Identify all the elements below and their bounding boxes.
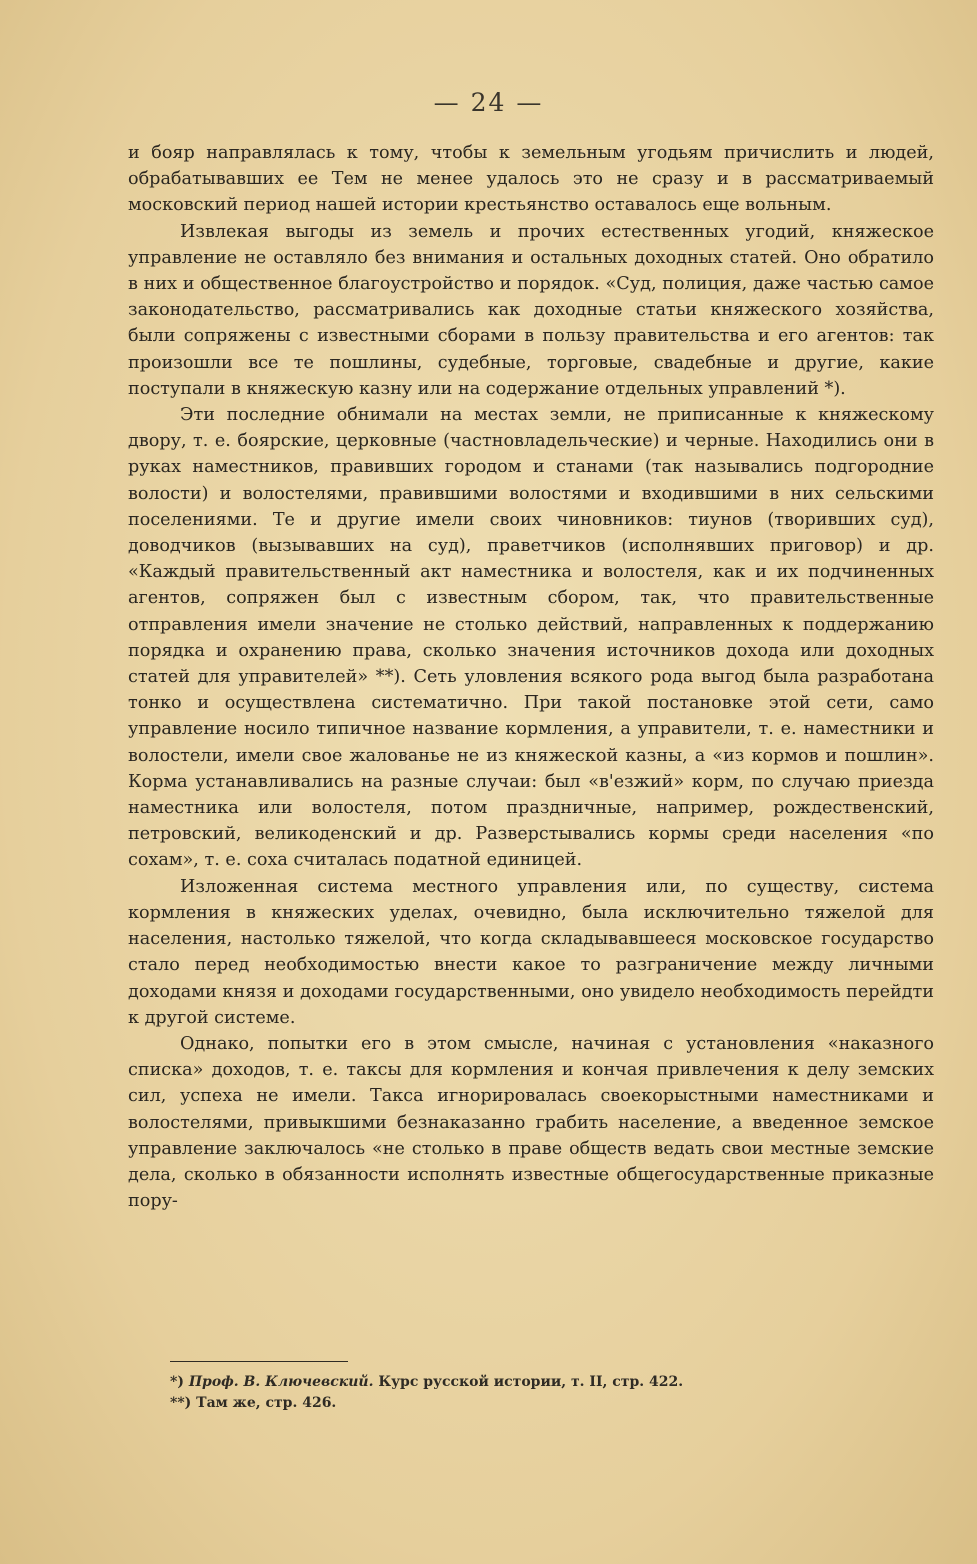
- footnote-mark: **): [170, 1395, 192, 1411]
- paragraph: Извлекая выгоды из земель и прочих естественных угодий, княжеское управление не оставляло без внимания и остальных доходных статей. Оно обратило в них и общественное благоустройство и порядок. «Суд, полиция, даже частью самое законодательство, рассматривались как доходные статьи княжеского хозяйства, были сопряжены с известными сборами в пользу правительства и его агентов: так произошли все те пошлины, судебные, торговые, свадебные и другие, какие поступали в княжескую казну или на содержание отдельных управлений *).: [128, 221, 934, 399]
- paragraph: Эти последние обнимали на местах земли, не приписанные к княжескому двору, т. е. боярские, церковные (частновладельческие) и черные. Находились они в руках наместников, правивших городом и станами (так назывались подгородние волости) и волостелями, правившими волостями и входившими в них сельскими поселениями. Те и другие имели своих чиновников: тиунов (творивших суд), доводчиков (вызывавших на суд), праветчиков (исполнявших приговор) и др. «Каждый правительственный акт наместника и волостеля, как и их подчиненных агентов, сопряжен был с известным сбором, так, что правительственные отправления имели значение не столько действий, направленных к поддержанию порядка и охранению права, сколько значения источников дохода или доходных статей для управителей» **). Сеть уловления всякого рода выгод была разработана тонко и осуществлена систематично. При такой постановке этой сети, само управление носило типичное название кормления, а управители, т. е. наместники и волостели, имели свое жалованье не из княжеской казны, а «из кормов и пошлин». Корма устанавливались на разные случаи: был «в'езжий» корм, по случаю приезда наместника или волостеля, потом праздничные, например, рождественский, петровский, великоденский и др. Разверстывались кормы среди населения «по сохам», т. е. соха считалась податной единицей.: [128, 405, 934, 871]
- footnote-text: Там же, стр. 426.: [196, 1395, 337, 1411]
- footnote-author: Проф. В. Ключевский.: [188, 1374, 374, 1390]
- paragraph: и бояр направлялась к тому, чтобы к земельным угодьям причислить и людей, обрабатывавших ее Тем не менее удалось это не сразу и в рассматриваемый московский период нашей истории крестьянство оставалось еще вольным.: [128, 143, 934, 216]
- footnote: [170, 1372, 870, 1393]
- paragraph: Изложенная система местного управления или, по существу, система кормления в княжеских уделах, очевидно, была исключительно тяжелой для населения, настолько тяжелой, что когда складывавшееся московское государство стало перед необходимостью внести какое то разграничение между личными доходами князя и доходами государственными, оно увидело необходимость перейдти к другой системе.: [128, 876, 934, 1028]
- footnote-text: Курс русской истории, т. II, стр. 422.: [378, 1374, 684, 1390]
- footnote: [170, 1393, 870, 1414]
- paragraph: Однако, попытки его в этом смысле, начиная с установления «наказного списка» доходов, т. е. таксы для кормления и кончая привлечения к делу земских сил, успеха не имели. Такса игнорировалась своекорыстными наместниками и волостелями, привыкшими безнаказанно грабить население, а введенное земское управление заключалось «не столько в праве обществ ведать свои местные земские дела, сколько в обязанности исполнять известные общегосударственные приказные пору-: [128, 1033, 934, 1212]
- footnote-mark: *): [170, 1374, 184, 1390]
- page-number: — 24 —: [433, 88, 544, 117]
- footnotes: [170, 1372, 870, 1414]
- body-text: [128, 140, 934, 1214]
- footnote-divider: [170, 1361, 348, 1362]
